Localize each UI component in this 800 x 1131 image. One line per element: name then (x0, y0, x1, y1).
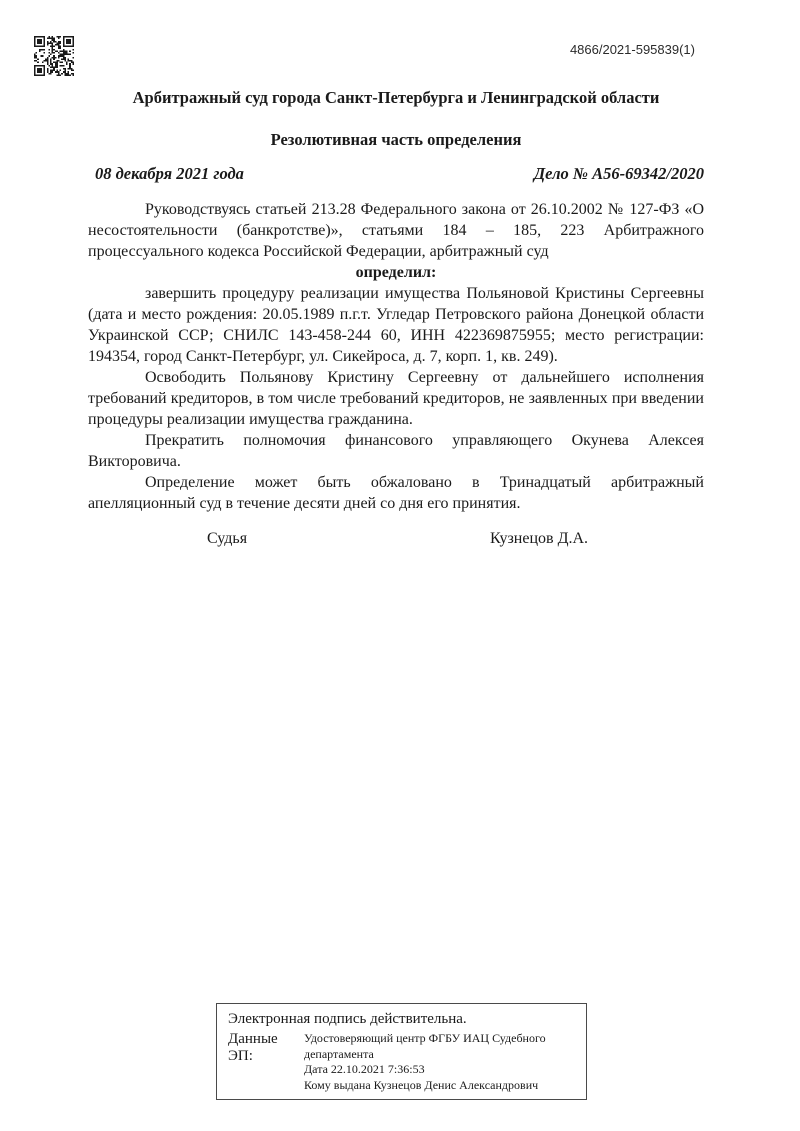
date-and-case-row (88, 163, 704, 184)
case-number: Дело № А56-69342/2020 (533, 164, 704, 183)
paragraph-terminate-manager: Прекратить полномочия финансового управляющего Окунева Алексея Викторовича. (88, 432, 704, 470)
signature-details-row (228, 1031, 576, 1093)
signature-date: Дата 22.10.2021 7:36:53 (304, 1062, 425, 1076)
judge-label: Судья (207, 530, 248, 547)
document-type-heading: Резолютивная часть определения (270, 130, 522, 149)
qr-code-icon (34, 36, 74, 76)
signature-issued-to: Кому выдана Кузнецов Денис Александрович (304, 1077, 539, 1092)
judge-signature-row (88, 528, 704, 549)
resolution-word: определил: (355, 264, 437, 281)
document-body (88, 199, 704, 549)
signature-issuer: Удостоверяющий центр ФГБУ ИАЦ Судебного департамента (304, 1031, 546, 1061)
paragraph-complete-procedure: завершить процедуру реализации имущества Польяновой Кристины Сергеевны (дата и место рождения: 20.05.1989 п.г.т. Угледар Петровского района Донецкой области Украинской ССР; СНИЛС 143-458-244 60, ИНН 422369875955; место регистрации: 194354, город Санкт-Петербург, ул. Сикейроса, д. 7, корп. 1, кв. 249). (88, 285, 704, 365)
judge-name: Кузнецов Д.А. (490, 530, 589, 547)
paragraph-intro: Руководствуясь статьей 213.28 Федерального закона от 26.10.2002 № 127-ФЗ «О несостоятельности (банкротстве)», статьями 184 – 185, 223 Арбитражного процессуального кодекса Российской Федерации, арбитражный суд (88, 201, 704, 260)
signature-details (304, 1031, 562, 1093)
electronic-signature-box (216, 1003, 587, 1100)
court-name-heading: Арбитражный суд города Санкт-Петербурга и Ленинградской области (132, 88, 660, 107)
document-date: 08 декабря 2021 года (95, 164, 244, 183)
document-registration-number: 4866/2021-595839(1) (569, 42, 695, 57)
paragraph-release-debtor: Освободить Польянову Кристину Сергеевну от дальнейшего исполнения требований кредиторов, в том числе требований кредиторов, не заявленных при введении процедуры реализации имущества гражданина. (88, 369, 704, 428)
signature-data-label: Данные ЭП: (228, 1031, 278, 1064)
signature-valid-line: Электронная подпись действительна. (228, 1011, 467, 1027)
paragraph-appeal-rights: Определение может быть обжаловано в Тринадцатый арбитражный апелляционный суд в течение десяти дней со дня его принятия. (88, 474, 704, 512)
